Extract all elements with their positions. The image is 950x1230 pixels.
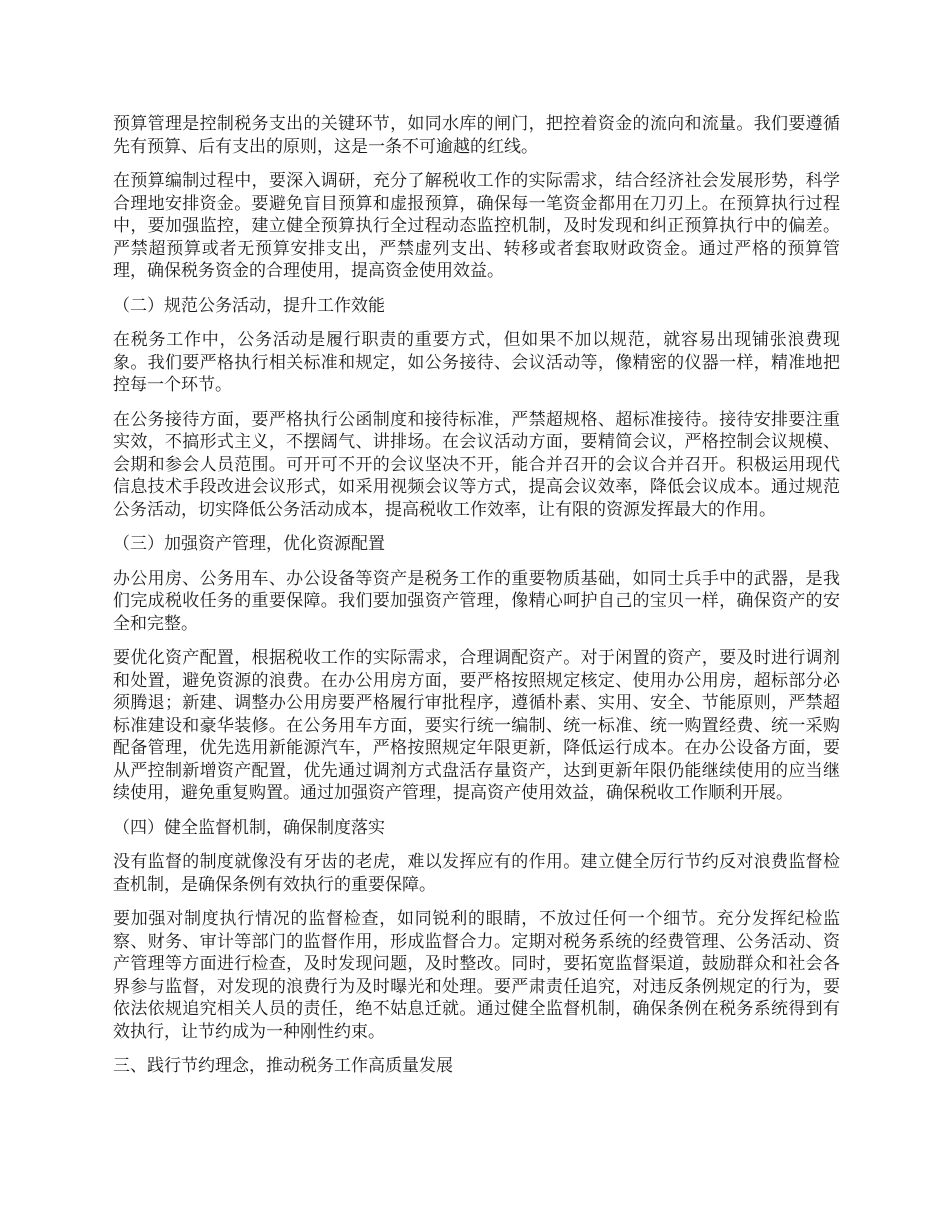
paragraph-reception-meetings: 在公务接待方面，要严格执行公函制度和接待标准，严禁超规格、超标准接待。接待安排要注重实效，不搞形式主义，不摆阔气、讲排场。在会议活动方面，要精简会议，严格控制会议规模、会期和参会人员范围。可开可不开的会议坚决不开，能合并召开的会议合并召开。积极运用现代信息技术手段改进会议形式，如采用视频会议等方式，提高会议效率，降低会议成本。通过规范公务活动，切实降低公务活动成本，提高税收工作效率，让有限的资源发挥最大的作用。 <box>113 409 840 520</box>
section-heading-2: （二）规范公务活动，提升工作效能 <box>113 295 385 316</box>
paragraph-supervision-detail: 要加强对制度执行情况的监督检查，如同锐利的眼睛，不放过任何一个细节。充分发挥纪检监察、财务、审计等部门的监督作用，形成监督合力。定期对税务系统的经费管理、公务活动、资产管理等方面进行检查，及时发现问题，及时整改。同时，要拓宽监督渠道，鼓励群众和社会各界参与监督，对发现的浪费行为及时曝光和处理。要严肃责任追究，对违反条例规定的行为，要依法依规追究相关人员的责任，绝不姑息迁就。通过健全监督机制，确保条例在税务系统得到有效执行，让节约成为一种刚性约束。 <box>113 909 840 1042</box>
chapter-heading-3: 三、践行节约理念，推动税务工作高质量发展 <box>113 1056 453 1076</box>
section-heading-4: （四）健全监督机制，确保制度落实 <box>113 817 385 838</box>
paragraph-budget-intro: 预算管理是控制税务支出的关键环节，如同水库的闸门，把控着资金的流向和流量。我们要遵循先有预算、后有支出的原则，这是一条不可逾越的红线。 <box>113 114 840 157</box>
paragraph-supervision-intro: 没有监督的制度就像没有牙齿的老虎，难以发挥应有的作用。建立健全厉行节约反对浪费监督检查机制，是确保条例有效执行的重要保障。 <box>113 852 840 895</box>
paragraph-official-activities: 在税务工作中，公务活动是履行职责的重要方式，但如果不加以规范，就容易出现铺张浪费现象。我们要严格执行相关标准和规定，如公务接待、会议活动等，像精密的仪器一样，精准地把控每一个环节。 <box>113 330 840 395</box>
paragraph-assets-intro: 办公用房、公务用车、办公设备等资产是税务工作的重要物质基础，如同士兵手中的武器，是我们完成税收任务的重要保障。我们要加强资产管理，像精心呵护自己的宝贝一样，确保资产的安全和完整。 <box>113 568 840 634</box>
section-heading-3: （三）加强资产管理，优化资源配置 <box>113 534 385 554</box>
paragraph-budget-process: 在预算编制过程中，要深入调研，充分了解税收工作的实际需求，结合经济社会发展形势，科学合理地安排资金。要避免盲目预算和虚报预算，确保每一笔资金都用在刀刃上。在预算执行过程中，要加强监控，建立健全预算执行全过程动态监控机制，及时发现和纠正预算执行中的偏差。严禁超预算或者无预算安排支出，严禁虚列支出、转移或者套取财政资金。通过严格的预算管理，确保税务资金的合理使用，提高资金使用效益。 <box>113 171 840 281</box>
paragraph-assets-allocation: 要优化资产配置，根据税收工作的实际需求，合理调配资产。对于闲置的资产，要及时进行调剂和处置，避免资源的浪费。在办公用房方面，要严格按照规定核定、使用办公用房，超标部分必须腾退；新建、调整办公用房要严格履行审批程序，遵循朴素、实用、安全、节能原则，严禁超标准建设和豪华装修。在公务用车方面，要实行统一编制、统一标准、统一购置经费、统一采购配备管理，优先选用新能源汽车，严格按照规定年限更新，降低运行成本。在办公设备方面，要从严控制新增资产配置，优先通过调剂方式盘活存量资产，达到更新年限仍能继续使用的应当继续使用，避免重复购置。通过加强资产管理，提高资产使用效益，确保税收工作顺利开展。 <box>113 648 840 803</box>
